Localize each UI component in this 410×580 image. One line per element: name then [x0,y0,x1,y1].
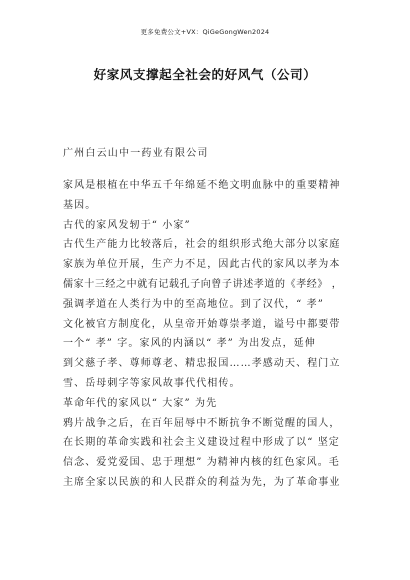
header-note: 更多免费公文+VX：QiGeGongWen2024 [140,28,270,36]
body-line: 儒家十三经之中就有记载孔子向曾子讲述孝道的《孝经》 ， [63,278,343,290]
section-heading: 古代的家风发轫于“ 小家” [63,219,191,231]
body-line: 一个“ 孝” 字。家风的内涵以“ 孝” 为出发点，延伸 [63,338,316,350]
body-line: 雪、岳母刺字等家风故事代代相传。 [63,377,241,389]
document-title: 好家风支撑起全社会的好风气（公司） [93,67,317,82]
body-line: 文化被官方制度化，从皇帝开始尊崇孝道，谥号中都要带 [63,318,341,330]
body-text [63,176,361,493]
body-line: 主席全家以民族的和人民群众的利益为先，为了革命事业 [63,476,341,488]
body-line: 古代生产能力比较落后，社会的组织形式绝大部分以家庭 [63,239,341,251]
company-name: 广州白云山中一药业有限公司 [63,148,209,159]
section-heading: 革命年代的家风以“ 大家” 为先 [63,397,218,409]
body-line: 基因。 [63,199,97,211]
body-line: 家风是根植在中华五千年绵延不绝文明血脉中的重要精神 [63,180,341,191]
body-line: 到父慈子孝、尊师尊老、精忠报国……孝感动天、程门立 [63,358,341,370]
body-line: 信念、爱党爱国、忠于理想” 为精神内核的红色家风。毛 [63,457,340,469]
body-line: 鸦片战争之后，在百年屈辱中不断抗争不断觉醒的国人， [63,417,341,429]
body-line: 在长期的革命实践和社会主义建设过程中形成了以“ 坚定 [63,437,340,449]
body-line: 强调孝道在人类行为中的至高地位。到了汉代，“ 孝” [63,298,324,310]
body-line: 家族为单位开展，生产力不足，因此古代的家风以孝为本 [63,259,341,271]
